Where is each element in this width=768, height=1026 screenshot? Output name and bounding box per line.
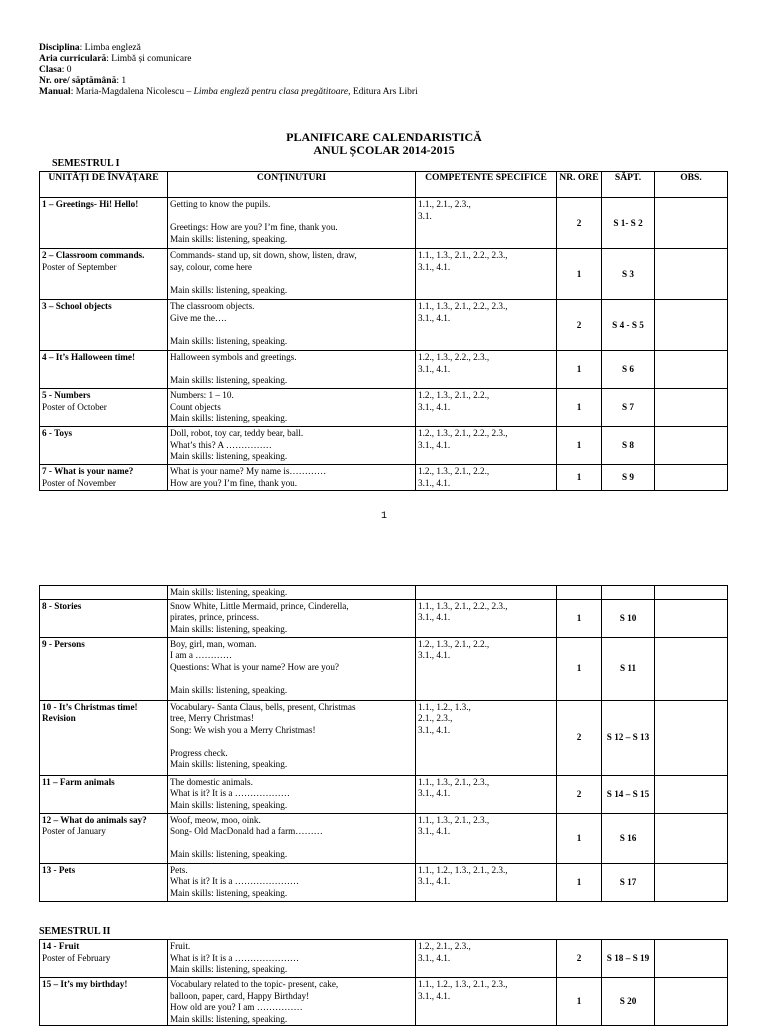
obs-cell [655, 700, 728, 775]
competences-cell [416, 940, 557, 978]
obs-cell [655, 637, 728, 700]
content-line: Main skills: listening, speaking. [170, 587, 288, 597]
competences-cell [416, 599, 557, 637]
hours-cell: 2 [557, 940, 602, 978]
unit-cell [40, 249, 168, 300]
competence-line: 3.1., 4.1. [418, 724, 451, 735]
content-cell [168, 978, 416, 1026]
content-cell [168, 940, 416, 978]
table-row [40, 427, 728, 465]
content-line: Fruit. [170, 941, 191, 951]
competence-line: 3.1., 4.1. [418, 261, 451, 272]
competence-line: 1.1., 1.2., 1.3., 2.1., 2.3., [418, 864, 508, 875]
content-line: Main skills: listening, speaking. [170, 335, 288, 346]
competence-line: 1.2., 1.3., 2.1., 2.2., [418, 390, 490, 400]
content-line: How are you? I’m fine, thank you. [170, 477, 298, 488]
content-line: What is it? It is a ………………… [170, 876, 300, 886]
competence-line: 3.1., 4.1. [418, 439, 451, 450]
competences-cell [416, 249, 557, 300]
content-line: The domestic animals. [170, 776, 253, 787]
content-line [170, 324, 413, 336]
competences-cell [416, 465, 557, 491]
content-line: Woof, meow, moo, oink. [170, 814, 261, 825]
competence-line: 1.1., 1.3., 2.1., 2.3., [418, 814, 490, 825]
content-line [170, 838, 413, 850]
content-cell [168, 300, 416, 351]
obs-cell [655, 389, 728, 427]
hours-cell: 1 [557, 249, 602, 300]
content-line [170, 736, 413, 748]
unit-title: 11 – Farm animals [42, 776, 115, 787]
obs-cell [655, 300, 728, 351]
unit-title: 6 - Toys [42, 428, 73, 438]
hours-cell: 1 [557, 863, 602, 901]
competence-line: 3.1. [418, 210, 432, 221]
header-content: CONȚINUTURI [168, 172, 416, 198]
competence-line: 3.1., 4.1. [418, 612, 451, 622]
week-cell: S 11 [602, 637, 655, 700]
document-title: PLANIFICARE CALENDARISTICĂ [286, 130, 482, 144]
competence-line: 2.1., 2.3., [418, 713, 453, 723]
content-cell [168, 813, 416, 863]
competence-line: 3.1., 4.1. [418, 312, 451, 323]
hours-cell: 1 [557, 389, 602, 427]
content-cell [168, 427, 416, 465]
week-cell: S 3 [602, 249, 655, 300]
hours-cell: 1 [557, 599, 602, 637]
content-line: balloon, paper, card, Happy Birthday! [170, 990, 310, 1001]
unit-title: 14 - Fruit [42, 941, 80, 951]
planning-table-semester-2 [39, 939, 728, 1026]
meta-line [39, 87, 418, 98]
unit-cell [40, 940, 168, 978]
content-line: Questions: What is your name? How are you? [170, 661, 339, 672]
competence-line: 1.1., 1.3., 2.1., 2.2., 2.3., [418, 600, 508, 611]
content-line: Doll, robot, toy car, teddy bear, ball. [170, 428, 304, 438]
obs-cell [655, 586, 728, 600]
unit-poster: Poster of January [42, 826, 106, 836]
competences-cell [416, 427, 557, 465]
table-row [40, 599, 728, 637]
content-line: Numbers: 1 – 10. [170, 390, 234, 400]
content-line: Main skills: listening, speaking. [170, 684, 288, 695]
unit-title: 5 - Numbers [42, 390, 91, 400]
unit-cell [40, 599, 168, 637]
week-cell: S 8 [602, 427, 655, 465]
content-line [170, 673, 413, 685]
week-cell: S 1- S 2 [602, 198, 655, 249]
unit-cell [40, 427, 168, 465]
content-line: Main skills: listening, speaking. [170, 413, 288, 423]
week-cell: S 9 [602, 465, 655, 491]
competence-line: 1.1., 2.1., 2.3., [418, 199, 471, 209]
obs-cell [655, 198, 728, 249]
week-cell: S 16 [602, 813, 655, 863]
week-cell: S 10 [602, 599, 655, 637]
page-number: 1 [380, 511, 387, 522]
meta-publisher: , Editura Ars Libri [348, 87, 418, 97]
content-line: Main skills: listening, speaking. [170, 799, 288, 810]
week-cell: S 14 – S 15 [602, 775, 655, 813]
obs-cell [655, 775, 728, 813]
content-cell [168, 249, 416, 300]
unit-title: 10 - It’s Christmas time! Revision [42, 701, 138, 723]
table-row [40, 863, 728, 901]
unit-poster: Poster of October [42, 401, 107, 412]
unit-poster: Poster of November [42, 477, 116, 488]
meta-value: : Limbă și comunicare [106, 54, 192, 64]
header-obs: OBS. [655, 172, 728, 198]
competence-line: 3.1., 4.1. [418, 788, 451, 798]
content-line: Pets. [170, 864, 188, 875]
competence-line: 1.2., 2.1., 2.3., [418, 941, 471, 951]
competence-line: 3.1., 4.1. [418, 826, 451, 836]
competences-cell [416, 351, 557, 389]
table-row [40, 351, 728, 389]
content-line: Main skills: listening, speaking. [170, 759, 288, 769]
content-line: Main skills: listening, speaking. [170, 849, 288, 859]
unit-title: 7 - What is your name? [42, 466, 134, 476]
unit-cell [40, 637, 168, 700]
content-line: tree, Merry Christmas! [170, 713, 254, 723]
hours-cell: 2 [557, 775, 602, 813]
header-units: UNITĂȚI DE ÎNVĂȚARE [40, 172, 168, 198]
competences-cell [416, 978, 557, 1026]
meta-line [39, 54, 418, 65]
week-cell [602, 586, 655, 600]
week-cell: S 12 – S 13 [602, 700, 655, 775]
content-cell [168, 198, 416, 249]
table-row [40, 198, 728, 249]
unit-cell [40, 586, 168, 600]
unit-cell [40, 351, 168, 389]
meta-value: : Maria-Magdalena Nicolescu – [70, 87, 194, 97]
content-cell [168, 700, 416, 775]
table-row [40, 586, 728, 600]
competence-line: 3.1., 4.1. [418, 363, 451, 374]
header-week: SĂPT. [602, 172, 655, 198]
unit-title: 3 – School objects [42, 301, 112, 311]
content-line [170, 211, 413, 223]
week-cell: S 17 [602, 863, 655, 901]
competences-cell [416, 300, 557, 351]
competences-cell [416, 813, 557, 863]
hours-cell: 2 [557, 300, 602, 351]
unit-cell [40, 978, 168, 1026]
content-line: Main skills: listening, speaking. [170, 623, 288, 634]
meta-book-title: Limba engleză pentru clasa pregătitoare [193, 87, 349, 97]
unit-cell [40, 813, 168, 863]
competence-line: 3.1., 4.1. [418, 650, 451, 660]
hours-cell: 2 [557, 198, 602, 249]
meta-value: : 1 [116, 76, 127, 86]
content-line: pirates, prince, princess. [170, 612, 260, 622]
planning-table-page-2 [39, 585, 728, 902]
content-line: say, colour, come here [170, 261, 252, 272]
content-line [170, 364, 413, 376]
obs-cell [655, 465, 728, 491]
hours-cell: 1 [557, 351, 602, 389]
header-hours: NR. ORE [557, 172, 602, 198]
table-row [40, 637, 728, 700]
meta-line [39, 65, 418, 76]
content-line: Main skills: listening, speaking. [170, 887, 288, 898]
week-cell: S 4 - S 5 [602, 300, 655, 351]
content-line [170, 273, 413, 285]
competence-line: 1.2., 1.3., 2.1., 2.2., [418, 466, 490, 476]
content-line: Snow White, Little Mermaid, prince, Cinderella, [170, 600, 349, 611]
competence-line: 3.1., 4.1. [418, 477, 451, 488]
content-cell [168, 863, 416, 901]
competence-line: 1.2., 1.3., 2.1., 2.2., [418, 638, 490, 649]
hours-cell: 1 [557, 813, 602, 863]
competence-line: 1.1., 1.2., 1.3., [418, 701, 471, 712]
content-line: Main skills: listening, speaking. [170, 964, 288, 974]
obs-cell [655, 249, 728, 300]
content-line: Main skills: listening, speaking. [170, 375, 288, 385]
week-cell: S 20 [602, 978, 655, 1026]
obs-cell [655, 427, 728, 465]
hours-cell: 1 [557, 427, 602, 465]
competence-line: 3.1., 4.1. [418, 990, 451, 1001]
obs-cell [655, 813, 728, 863]
competence-line: 3.1., 4.1. [418, 952, 451, 963]
week-cell: S 7 [602, 389, 655, 427]
competence-line: 1.1., 1.2., 1.3., 2.1., 2.3., [418, 979, 508, 989]
unit-poster: Poster of September [42, 261, 117, 272]
content-line: The classroom objects. [170, 301, 255, 311]
competence-line: 1.1., 1.3., 2.1., 2.2., 2.3., [418, 301, 508, 311]
competence-line: 1.1., 1.3., 2.1., 2.3., [418, 776, 490, 787]
semester-1-label: SEMESTRUL I [52, 158, 120, 169]
obs-cell [655, 978, 728, 1026]
hours-cell [557, 586, 602, 600]
content-line: Halloween symbols and greetings. [170, 352, 297, 362]
meta-label: Manual [39, 87, 71, 97]
unit-cell [40, 863, 168, 901]
meta-value: : 0 [61, 65, 72, 75]
unit-cell [40, 198, 168, 249]
school-year-title: ANUL ȘCOLAR 2014-2015 [313, 143, 455, 157]
unit-title: 9 - Persons [42, 638, 85, 649]
content-line: Commands- stand up, sit down, show, listen, draw, [170, 250, 357, 260]
table-row [40, 775, 728, 813]
unit-poster: Poster of February [42, 952, 111, 963]
obs-cell [655, 599, 728, 637]
table-row [40, 813, 728, 863]
competence-line: 3.1., 4.1. [418, 876, 451, 886]
document-metadata [39, 43, 418, 98]
competence-line: 3.1., 4.1. [418, 401, 451, 412]
content-line: How old are you? I am …………… [170, 1002, 303, 1012]
table-row [40, 389, 728, 427]
unit-title: 13 - Pets [42, 864, 76, 875]
content-cell [168, 775, 416, 813]
table-row [40, 978, 728, 1026]
competences-cell [416, 586, 557, 600]
unit-cell [40, 389, 168, 427]
content-line: What is it? It is a ……………… [170, 788, 290, 798]
hours-cell: 1 [557, 637, 602, 700]
content-cell [168, 586, 416, 600]
content-line: Vocabulary- Santa Claus, bells, present, Christmas [170, 701, 356, 712]
unit-title: 4 – It’s Halloween time! [42, 352, 136, 362]
table-row [40, 300, 728, 351]
content-line: Greetings: How are you? I’m fine, thank you. [170, 222, 338, 232]
competence-line: 1.2., 1.3., 2.1., 2.2., 2.3., [418, 428, 508, 438]
content-line: What is it? It is a ………………… [170, 952, 300, 963]
competences-cell [416, 198, 557, 249]
competences-cell [416, 775, 557, 813]
content-cell [168, 599, 416, 637]
content-cell [168, 637, 416, 700]
competences-cell [416, 389, 557, 427]
competences-cell [416, 863, 557, 901]
unit-title: 8 - Stories [42, 600, 82, 611]
meta-line [39, 43, 418, 54]
unit-cell [40, 465, 168, 491]
week-cell: S 18 – S 19 [602, 940, 655, 978]
meta-line [39, 76, 418, 87]
planning-table-page-1 [39, 171, 728, 491]
unit-title: 12 – What do animals say? [42, 814, 147, 825]
unit-cell [40, 300, 168, 351]
content-line: What is your name? My name is………… [170, 466, 327, 476]
competences-cell [416, 637, 557, 700]
meta-value: : Limba engleză [79, 43, 141, 53]
hours-cell: 2 [557, 700, 602, 775]
content-line: Boy, girl, man, woman. [170, 638, 257, 649]
content-line: Main skills: listening, speaking. [170, 284, 288, 295]
content-line: Vocabulary related to the topic- present, cake, [170, 979, 339, 989]
competences-cell [416, 700, 557, 775]
content-line: What’s this? A …………… [170, 439, 272, 450]
content-line: Count objects [170, 401, 221, 412]
table-row [40, 700, 728, 775]
obs-cell [655, 351, 728, 389]
content-line: Song- Old MacDonald had a farm……… [170, 826, 323, 836]
content-line: Give me the…. [170, 312, 227, 323]
hours-cell: 1 [557, 978, 602, 1026]
unit-title: 2 – Classroom commands. [42, 250, 145, 260]
meta-label: Nr. ore/ săptămână [39, 76, 117, 86]
content-cell [168, 465, 416, 491]
content-line: Getting to know the pupils. [170, 199, 271, 209]
table-row [40, 940, 728, 978]
content-line: Main skills: listening, speaking. [170, 451, 288, 461]
unit-title: 1 – Greetings- Hi! Hello! [42, 199, 139, 209]
content-line: Progress check. [170, 747, 228, 758]
hours-cell: 1 [557, 465, 602, 491]
content-cell [168, 389, 416, 427]
content-cell [168, 351, 416, 389]
competence-line: 1.2., 1.3., 2.2., 2.3., [418, 352, 490, 362]
week-cell: S 6 [602, 351, 655, 389]
meta-label: Clasa [39, 65, 62, 75]
header-competences: COMPETENTE SPECIFICE [416, 172, 557, 198]
table-row [40, 249, 728, 300]
content-line: Main skills: listening, speaking. [170, 233, 288, 244]
content-line: Main skills: listening, speaking. [170, 1013, 288, 1024]
competence-line: 1.1., 1.3., 2.1., 2.2., 2.3., [418, 250, 508, 260]
meta-label: Aria curriculară [39, 54, 107, 64]
unit-cell [40, 700, 168, 775]
unit-cell [40, 775, 168, 813]
meta-label: Disciplina [39, 43, 80, 53]
obs-cell [655, 863, 728, 901]
obs-cell [655, 940, 728, 978]
content-line: Song: We wish you a Merry Christmas! [170, 724, 316, 735]
semester-2-label: SEMESTRUL II [39, 926, 111, 937]
table-row [40, 465, 728, 491]
content-line: I am a ………… [170, 650, 233, 660]
unit-title: 15 – It’s my birthday! [42, 979, 128, 989]
